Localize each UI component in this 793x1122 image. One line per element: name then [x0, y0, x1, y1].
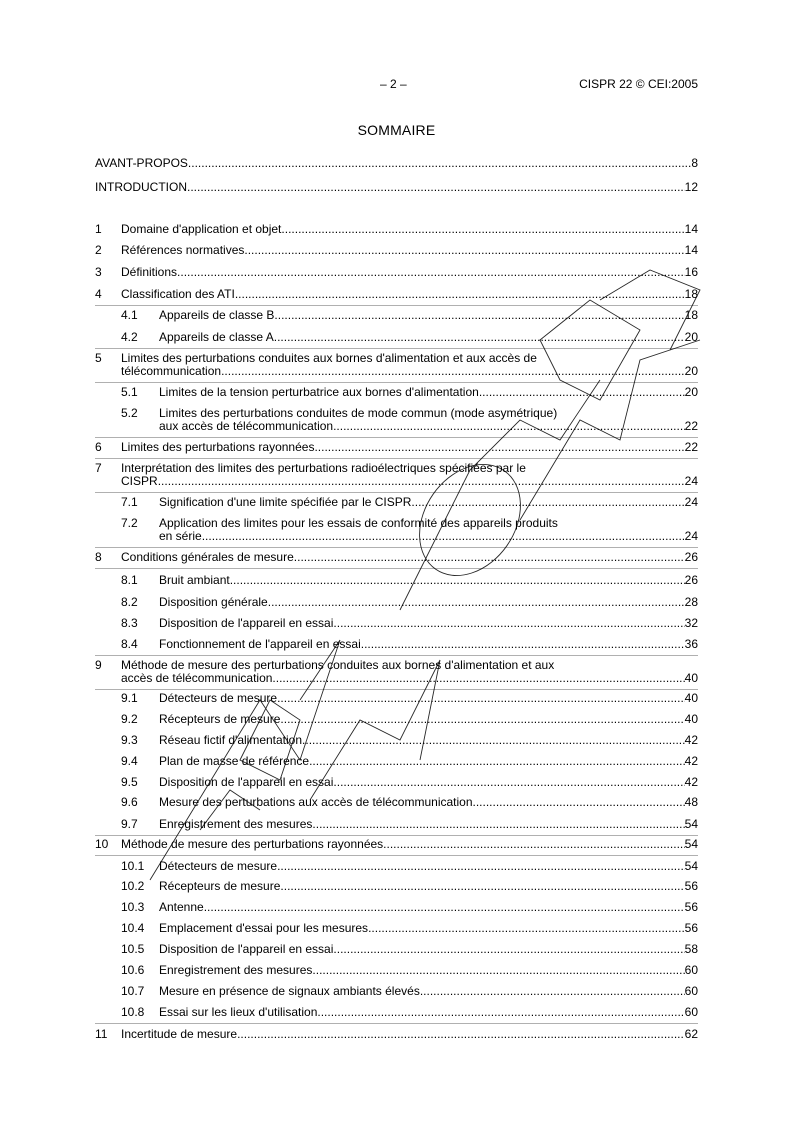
toc-leader-dots: [312, 964, 684, 977]
toc-title: Récepteurs de mesure: [159, 879, 281, 893]
toc-page-number: 56: [684, 900, 698, 914]
toc-page-number: 54: [684, 817, 698, 831]
toc-entry[interactable]: [95, 638, 698, 651]
toc-title: Détecteurs de mesure: [159, 691, 278, 705]
toc-leader-dots: [187, 181, 685, 194]
toc-separator: [95, 305, 698, 306]
toc-entry[interactable]: [95, 181, 698, 194]
toc-entry[interactable]: [95, 734, 698, 747]
toc-page-number: 54: [684, 837, 698, 851]
toc-leader-dots: [274, 331, 685, 344]
toc-number: 9.4: [121, 754, 138, 768]
toc-number: 1: [95, 222, 102, 236]
toc-page-number: 24: [684, 495, 698, 509]
toc-leader-dots: [274, 309, 684, 322]
toc-entry[interactable]: [95, 1006, 698, 1019]
toc-entry[interactable]: [95, 244, 698, 257]
toc-title: Références normatives: [121, 243, 245, 257]
toc-title: Définitions: [121, 265, 178, 279]
toc-entry[interactable]: [95, 309, 698, 322]
toc-entry[interactable]: [95, 818, 698, 831]
toc-title: Conditions générales de mesure: [121, 550, 294, 564]
toc-leader-dots: [158, 475, 685, 488]
toc-number: 4: [95, 287, 102, 301]
toc-number: 4.1: [121, 308, 138, 322]
toc-page-number: 36: [684, 637, 698, 651]
toc-leader-dots: [302, 734, 685, 747]
toc-leader-dots: [368, 922, 685, 935]
toc-entry[interactable]: [95, 266, 698, 279]
toc-entry[interactable]: [95, 692, 698, 705]
toc-title: Disposition de l'appareil en essai: [159, 616, 334, 630]
toc-title: Domaine d'application et objet: [121, 222, 282, 236]
toc-page-number: 48: [684, 795, 698, 809]
toc-entry[interactable]: [95, 386, 698, 399]
toc-leader-dots: [221, 365, 685, 378]
toc-page-number: 12: [684, 180, 698, 194]
toc-title: Disposition générale: [159, 595, 268, 609]
toc-leader-dots: [479, 386, 685, 399]
toc-number: 10.4: [121, 921, 145, 935]
toc-title: AVANT-PROPOS: [95, 156, 188, 170]
toc-entry[interactable]: [95, 574, 698, 587]
toc-leader-dots: [235, 288, 685, 301]
toc-separator: [95, 547, 698, 548]
toc-entry[interactable]: [95, 922, 698, 935]
toc-number: 6: [95, 440, 102, 454]
toc-page-number: 20: [684, 330, 698, 344]
toc-separator: [95, 655, 698, 656]
toc-page-number: 8: [691, 156, 698, 170]
toc-entry[interactable]: [95, 517, 698, 543]
toc-number: 9.1: [121, 691, 138, 705]
toc-page-number: 18: [684, 287, 698, 301]
toc-leader-dots: [230, 574, 685, 587]
toc-leader-dots: [188, 157, 691, 170]
toc-leader-dots: [333, 617, 684, 630]
toc-leader-dots: [411, 496, 684, 509]
toc-entry[interactable]: [95, 551, 698, 564]
toc-number: 9.7: [121, 817, 138, 831]
toc-leader-dots: [237, 1028, 685, 1041]
toc-title: Enregistrement des mesures: [159, 817, 313, 831]
toc-leader-dots: [312, 818, 684, 831]
toc-number: 5: [95, 351, 102, 365]
toc-entry[interactable]: [95, 964, 698, 977]
toc-number: 9.3: [121, 733, 138, 747]
toc-entry[interactable]: [95, 352, 698, 378]
toc-number: 10.5: [121, 942, 145, 956]
toc-title: Bruit ambiant: [159, 573, 230, 587]
toc-page-number: 14: [684, 243, 698, 257]
toc-number: 8: [95, 550, 102, 564]
toc-page-number: 42: [684, 733, 698, 747]
toc-number: 10.2: [121, 879, 145, 893]
toc-entry[interactable]: [95, 407, 698, 433]
toc-page-number: 28: [684, 595, 698, 609]
toc-number: 8.4: [121, 637, 138, 651]
toc-page-number: 56: [684, 921, 698, 935]
toc-entry[interactable]: [95, 796, 698, 809]
toc-entry[interactable]: [95, 288, 698, 301]
toc-entry[interactable]: [95, 901, 698, 914]
toc-number: 10.3: [121, 900, 145, 914]
toc-entry[interactable]: [95, 223, 698, 236]
toc-page-number: 22: [684, 440, 698, 454]
toc-entry[interactable]: [95, 331, 698, 344]
toc-leader-dots: [277, 692, 685, 705]
toc-number: 9: [95, 658, 102, 672]
toc-title: Récepteurs de mesure: [159, 712, 281, 726]
toc-number: 10.6: [121, 963, 145, 977]
toc-title: Fonctionnement de l'appareil en essai: [159, 637, 361, 651]
toc-number: 3: [95, 265, 102, 279]
toc-number: 10.1: [121, 859, 145, 873]
toc-title: Incertitude de mesure: [121, 1027, 238, 1041]
toc-leader-dots: [473, 796, 685, 809]
toc-number: 10: [95, 837, 109, 851]
toc-leader-dots: [281, 223, 684, 236]
document-reference: CISPR 22 © CEI:2005: [579, 77, 698, 91]
toc-title: Enregistrement des mesures: [159, 963, 313, 977]
toc-title: Essai sur les lieux d'utilisation: [159, 1005, 318, 1019]
toc-title-continuation: accès de télécommunication: [121, 671, 273, 685]
toc-entry[interactable]: [95, 985, 698, 998]
toc-leader-dots: [177, 266, 685, 279]
toc-leader-dots: [333, 420, 685, 433]
toc-leader-dots: [272, 672, 684, 685]
toc-title: Limites des perturbations conduites aux bornes d'alimentation et aux accès de: [121, 351, 537, 365]
toc-page-number: 24: [684, 474, 698, 488]
toc-page-number: 26: [684, 550, 698, 564]
toc-leader-dots: [309, 755, 685, 768]
toc-number: 10.7: [121, 984, 145, 998]
toc-separator: [95, 689, 698, 690]
toc-leader-dots: [317, 1006, 684, 1019]
toc-entry[interactable]: [95, 596, 698, 609]
toc-leader-dots: [333, 943, 684, 956]
toc-page-number: 16: [684, 265, 698, 279]
toc-number: 9.6: [121, 795, 138, 809]
page-number: – 2 –: [380, 77, 407, 91]
toc-title: Appareils de classe A: [159, 330, 274, 344]
toc-page-number: 42: [684, 754, 698, 768]
toc-page-number: 40: [684, 691, 698, 705]
toc-entry[interactable]: [95, 838, 698, 851]
toc-leader-dots: [420, 985, 685, 998]
toc-page-number: 56: [684, 879, 698, 893]
toc-title-continuation: télécommunication: [121, 364, 222, 378]
toc-title: Limites de la tension perturbatrice aux bornes d'alimentation: [159, 385, 479, 399]
toc-number: 9.5: [121, 775, 138, 789]
toc-title: INTRODUCTION: [95, 180, 187, 194]
toc-title: Disposition de l'appareil en essai: [159, 775, 334, 789]
toc-title: Détecteurs de mesure: [159, 859, 278, 873]
toc-title: Limites des perturbations rayonnées: [121, 440, 315, 454]
toc-leader-dots: [280, 880, 684, 893]
toc-title: Méthode de mesure des perturbations rayonnées: [121, 837, 384, 851]
toc-title: Emplacement d'essai pour les mesures: [159, 921, 369, 935]
toc-number: 8.1: [121, 573, 138, 587]
toc-title-continuation: CISPR: [121, 474, 158, 488]
toc-leader-dots: [277, 860, 685, 873]
toc-number: 4.2: [121, 330, 138, 344]
toc-entry[interactable]: [95, 617, 698, 630]
toc-leader-dots: [361, 638, 685, 651]
toc-page-number: 60: [684, 963, 698, 977]
toc-page-number: 18: [684, 308, 698, 322]
toc-number: 5.2: [121, 406, 138, 420]
toc-leader-dots: [280, 713, 684, 726]
toc-page-number: 20: [684, 385, 698, 399]
toc-entry[interactable]: [95, 462, 698, 488]
toc-number: 8.2: [121, 595, 138, 609]
toc-page-number: 14: [684, 222, 698, 236]
toc-title-continuation: aux accès de télécommunication: [159, 419, 334, 433]
toc-leader-dots: [294, 551, 685, 564]
toc-entry[interactable]: [95, 755, 698, 768]
toc-entry[interactable]: [95, 1028, 698, 1041]
toc-number: 5.1: [121, 385, 138, 399]
toc-entry[interactable]: [95, 713, 698, 726]
toc-page-number: 24: [684, 529, 698, 543]
toc-title: Appareils de classe B: [159, 308, 275, 322]
toc-entry[interactable]: [95, 776, 698, 789]
toc-page-number: 62: [684, 1027, 698, 1041]
toc-page-number: 54: [684, 859, 698, 873]
toc-entry[interactable]: [95, 880, 698, 893]
toc-number: 2: [95, 243, 102, 257]
toc-title: Antenne: [159, 900, 204, 914]
toc-separator: [95, 1023, 698, 1024]
toc-separator: [95, 835, 698, 836]
toc-entry[interactable]: [95, 943, 698, 956]
toc-title: Disposition de l'appareil en essai: [159, 942, 334, 956]
toc-title-continuation: en série: [159, 529, 202, 543]
toc-number: 7: [95, 461, 102, 475]
toc-entry[interactable]: [95, 157, 698, 170]
toc-number: 7.1: [121, 495, 138, 509]
toc-page-number: 20: [684, 364, 698, 378]
page-title: SOMMAIRE: [357, 122, 436, 138]
toc-page-number: 32: [684, 616, 698, 630]
toc-entry[interactable]: [95, 659, 698, 685]
toc-leader-dots: [314, 441, 684, 454]
toc-separator: [95, 348, 698, 349]
toc-title: Méthode de mesure des perturbations conduites aux bornes d'alimentation et aux: [121, 658, 555, 672]
toc-separator: [95, 437, 698, 438]
toc-separator: [95, 492, 698, 493]
toc-page-number: 26: [684, 573, 698, 587]
toc-title: Application des limites pour les essais de conformité des appareils produits: [159, 516, 558, 530]
toc-number: 9.2: [121, 712, 138, 726]
toc-page-number: 40: [684, 712, 698, 726]
toc-entry[interactable]: [95, 496, 698, 509]
toc-entry[interactable]: [95, 441, 698, 454]
toc-page-number: 58: [684, 942, 698, 956]
toc-leader-dots: [204, 901, 685, 914]
toc-separator: [95, 458, 698, 459]
toc-title: Interprétation des limites des perturbations radioélectriques spécifiées par le: [121, 461, 526, 475]
toc-title: Signification d'une limite spécifiée par le CISPR: [159, 495, 412, 509]
toc-title: Limites des perturbations conduites de mode commun (mode asymétrique): [159, 406, 558, 420]
toc-separator: [95, 382, 698, 383]
toc-number: 11: [95, 1027, 108, 1041]
toc-page-number: 42: [684, 775, 698, 789]
toc-leader-dots: [383, 838, 684, 851]
toc-separator: [95, 855, 698, 856]
toc-leader-dots: [244, 244, 684, 257]
toc-number: 8.3: [121, 616, 138, 630]
toc-leader-dots: [202, 530, 685, 543]
toc-title: Mesure en présence de signaux ambiants élevés: [159, 984, 420, 998]
toc-title: Plan de masse de référence: [159, 754, 310, 768]
toc-page-number: 60: [684, 984, 698, 998]
toc-page-number: 40: [684, 671, 698, 685]
toc-entry[interactable]: [95, 860, 698, 873]
toc-title: Classification des ATI: [121, 287, 235, 301]
toc-title: Mesure des perturbations aux accès de télécommunication: [159, 795, 473, 809]
toc-title: Réseau fictif d'alimentation: [159, 733, 303, 747]
toc-separator: [95, 568, 698, 569]
toc-number: 7.2: [121, 516, 138, 530]
toc-page-number: 60: [684, 1005, 698, 1019]
toc-leader-dots: [333, 776, 684, 789]
toc-page-number: 22: [684, 419, 698, 433]
toc-leader-dots: [268, 596, 685, 609]
toc-number: 10.8: [121, 1005, 145, 1019]
